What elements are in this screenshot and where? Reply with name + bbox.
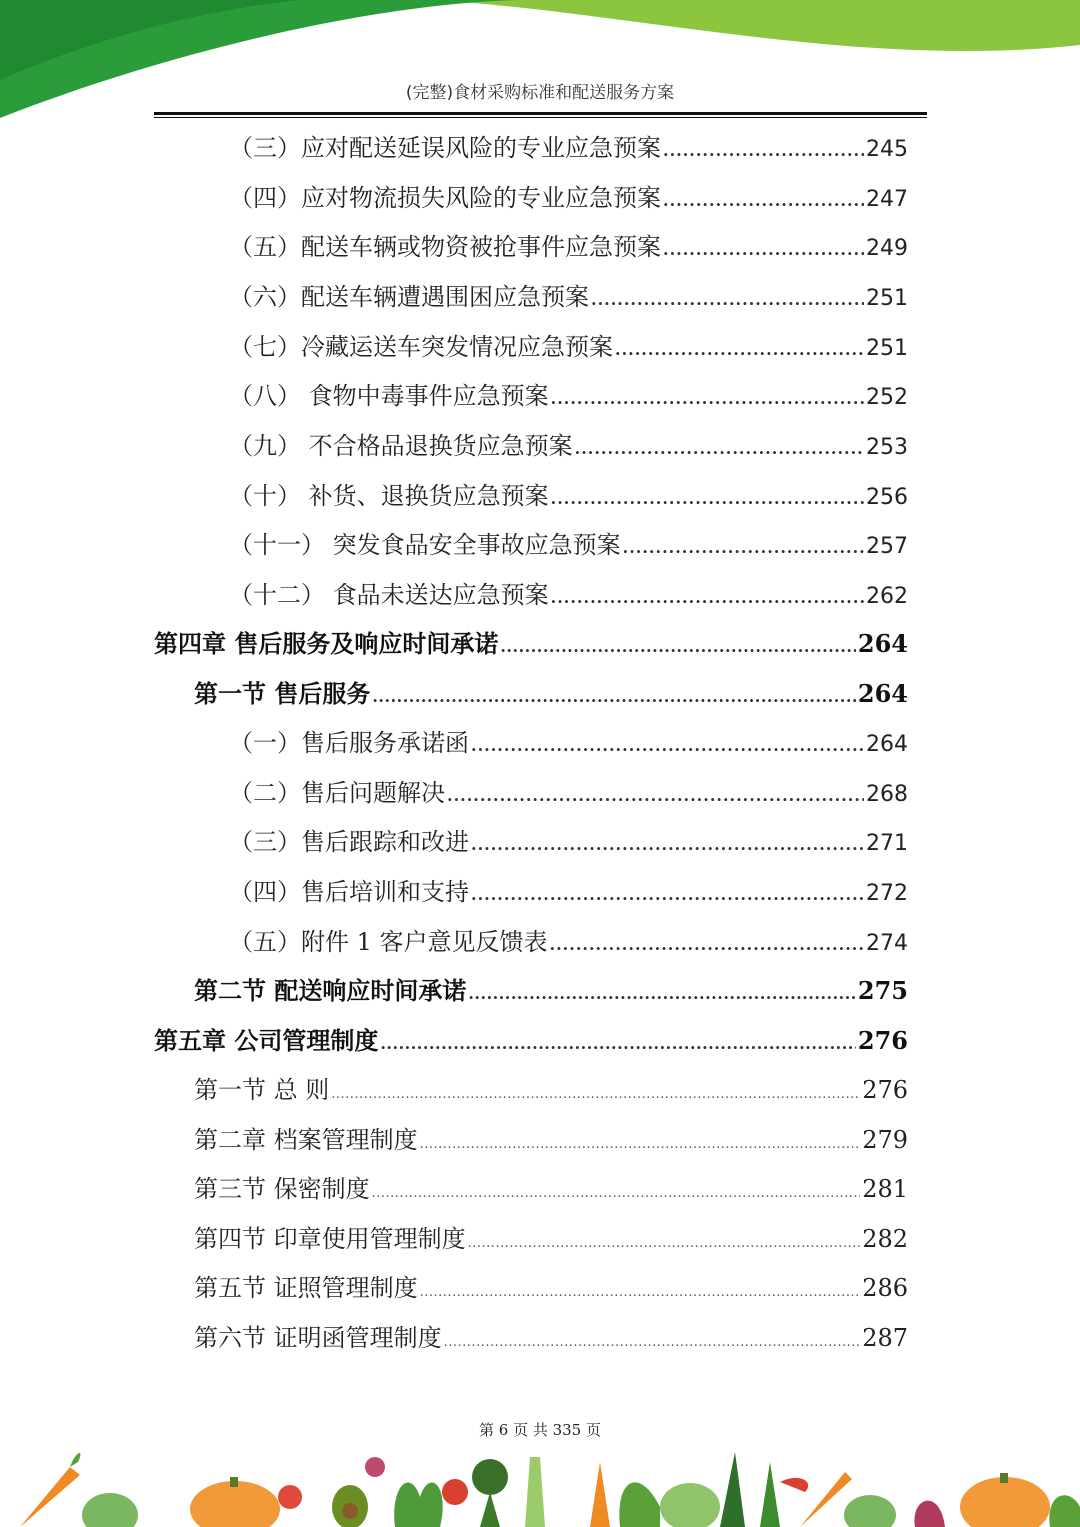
toc-entry-label: （三）应对配送延误风险的专业应急预案 [229,134,661,162]
broccoli-icon [480,1492,500,1527]
leafy-greens-icon [394,1483,443,1527]
toc-leader [372,1174,861,1214]
header-rule-thick [154,112,927,115]
toc-entry-label: （八） 食物中毒事件应急预案 [229,382,549,410]
toc-entry-label: （六）配送车辆遭遇围困应急预案 [229,283,589,311]
toc-leader [663,131,864,171]
herb-icon [720,1452,745,1527]
toc-leader [623,528,864,568]
pumpkin-stem-icon [230,1477,238,1487]
toc-entry-page: 264 [857,679,908,708]
toc-leader [551,379,864,419]
toc-entry-page: 257 [866,534,908,559]
toc-leader [471,825,864,865]
toc-entry[interactable] [229,773,908,813]
toc-leader [591,280,864,320]
toc-entry-page: 268 [866,782,908,807]
toc-leader [500,627,856,667]
carrot-icon [800,1472,852,1527]
toc-entry-page: 272 [866,881,908,906]
toc-entry-page: 271 [866,831,908,856]
toc-entry-label: （二）售后问题解决 [229,779,445,807]
toc-leader [471,875,864,915]
toc-entry-label: （四）应对物流损失风险的专业应急预案 [229,184,661,212]
toc-leader [551,479,864,519]
toc-entry-page: 247 [866,187,908,212]
toc-leader [331,1075,860,1115]
header-banner [0,0,1080,130]
document-title: (完整)食材采购标准和配送服务方案 [405,83,675,103]
toc-entry-page: 279 [862,1126,908,1154]
toc-entry[interactable] [229,922,908,962]
toc-entry[interactable] [229,327,908,367]
toc-entry[interactable] [194,1318,908,1358]
avocado-seed-icon [342,1503,358,1519]
toc-entry-label: （五）附件 1 客户意见反馈表 [229,928,548,956]
header-rule-thin [154,117,927,118]
toc-entry-label: 第五节 证照管理制度 [194,1274,418,1302]
cabbage-icon [660,1483,720,1527]
chili-icon [780,1478,808,1492]
toc-entry-label: 第二节 配送响应时间承诺 [194,976,467,1005]
toc-entry-label: （一）售后服务承诺函 [229,729,469,757]
toc-entry-page: 274 [866,931,908,956]
toc-entry-label: （十） 补货、退换货应急预案 [229,482,549,510]
toc-entry-page: 245 [866,137,908,162]
toc-entry-page: 252 [866,385,908,410]
toc-entry[interactable] [229,872,908,912]
toc-leader [663,181,864,221]
pumpkin-icon [960,1477,1050,1527]
toc-leader [663,230,864,270]
tomato-icon [442,1479,468,1505]
toc-entry[interactable] [229,822,908,862]
toc-entry[interactable] [229,426,908,466]
toc-entry-page: 276 [857,1026,908,1055]
broccoli-head-icon [472,1459,508,1495]
toc-leader [468,1224,861,1264]
toc-leader [468,974,856,1014]
toc-entry[interactable] [229,525,908,565]
toc-entry[interactable] [229,128,908,168]
cabbage-icon [82,1493,138,1527]
toc-leader [550,925,864,965]
toc-entry-page: 262 [866,584,908,609]
toc-entry[interactable] [194,1268,908,1308]
celery-icon [525,1457,545,1527]
toc-entry[interactable] [194,1070,908,1110]
toc-leader [447,776,864,816]
toc-section[interactable] [194,971,908,1011]
toc-entry-page: 251 [866,336,908,361]
radicchio-icon [914,1501,945,1527]
toc-entry-page: 286 [862,1274,908,1302]
toc-entry[interactable] [194,1219,908,1259]
pumpkin-stem-icon [1000,1473,1008,1483]
toc-entry-page: 276 [862,1076,908,1104]
toc-entry-page: 251 [866,286,908,311]
toc-leader [575,429,864,469]
toc-leader [372,677,856,717]
page-number-footer: 第 6 页 共 335 页 [478,1421,601,1439]
toc-entry-label: 第一节 售后服务 [194,679,371,708]
toc-entry-label: （四）售后培训和支持 [229,878,469,906]
toc-entry-label: 第六节 证明函管理制度 [194,1324,442,1352]
toc-leader [471,726,864,766]
toc-entry[interactable] [194,1120,908,1160]
toc-entry-label: 第四章 售后服务及响应时间承诺 [154,629,499,658]
toc-leader [551,578,864,618]
toc-leader [380,1024,856,1064]
toc-entry-label: 第五章 公司管理制度 [154,1026,379,1055]
toc-entry-label: （九） 不合格品退换货应急预案 [229,432,573,460]
toc-leader [615,330,864,370]
carrot-icon [20,1467,80,1527]
toc-leader [420,1273,861,1313]
toc-chapter[interactable] [154,624,908,664]
toc-entry-page: 264 [857,629,908,658]
toc-entry-page: 249 [866,236,908,261]
toc-entry-label: （三）售后跟踪和改进 [229,828,469,856]
leaf-icon [1049,1495,1080,1527]
herb-icon [760,1462,780,1527]
toc-entry-label: 第一节 总 则 [194,1076,330,1104]
tomato-icon [278,1485,302,1509]
toc-section[interactable] [194,674,908,714]
toc-entry-label: 第二章 档案管理制度 [194,1126,418,1154]
toc-entry-label: （五）配送车辆或物资被抢事件应急预案 [229,233,661,261]
toc-entry[interactable] [229,178,908,218]
onion-icon [365,1457,385,1477]
toc-entry[interactable] [229,723,908,763]
toc-entry-label: （十一） 突发食品安全事故应急预案 [229,531,621,559]
toc-entry-page: 281 [862,1175,908,1203]
vegetable-illustration-footer [0,1437,1080,1527]
toc-entry[interactable] [229,476,908,516]
toc-leader [444,1323,861,1363]
toc-entry-page: 253 [866,435,908,460]
toc-entry[interactable] [229,227,908,267]
toc-entry-page: 287 [862,1324,908,1352]
toc-entry[interactable] [229,376,908,416]
toc-chapter[interactable] [154,1021,908,1061]
toc-entry[interactable] [194,1169,908,1209]
toc-entry-label: 第四节 印章使用管理制度 [194,1225,466,1253]
toc-entry[interactable] [229,575,908,615]
toc-entry-page: 264 [866,732,908,757]
toc-leader [420,1125,861,1165]
leaf-icon [70,1453,80,1467]
banner-light-wave [430,0,1080,51]
toc-entry-label: （十二） 食品未送达应急预案 [229,581,549,609]
cabbage-icon [844,1495,896,1527]
pumpkin-icon [190,1481,280,1527]
carrot-icon [590,1462,610,1527]
toc-entry-page: 275 [857,976,908,1005]
toc-entry-page: 282 [862,1225,908,1253]
toc-entry-label: （七）冷藏运送车突发情况应急预案 [229,333,613,361]
toc-entry-page: 256 [866,485,908,510]
toc-entry[interactable] [229,277,908,317]
toc-entry-label: 第三节 保密制度 [194,1175,370,1203]
leafy-greens-icon [619,1482,660,1527]
